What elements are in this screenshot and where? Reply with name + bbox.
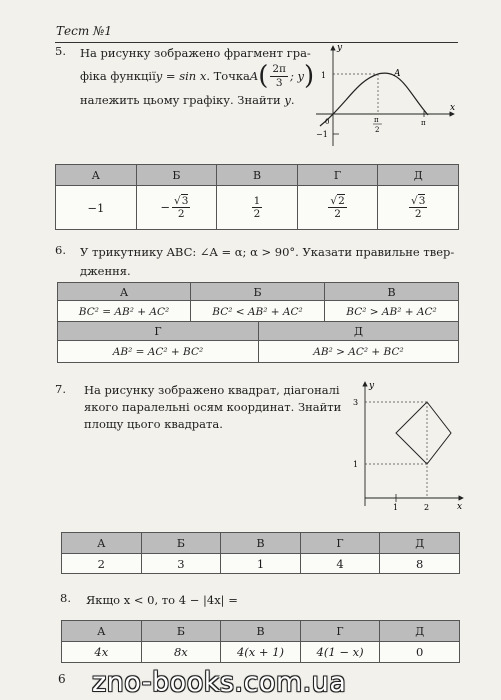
- q5-origin: 0: [325, 118, 330, 126]
- q5-b-den: 2: [177, 208, 185, 220]
- q6-text: [80, 243, 465, 281]
- q5-point-y: ; y: [289, 68, 304, 83]
- table-header-row: [62, 621, 460, 642]
- q5-e-rad: 3: [418, 194, 426, 207]
- q5-header-b: Б: [136, 165, 217, 186]
- q5-answer-e: [378, 186, 459, 230]
- q5-header-e: Д: [378, 165, 459, 186]
- q6-header-c: В: [324, 282, 459, 301]
- table-row: [62, 642, 460, 663]
- q5-x-tick-half-num: π: [374, 116, 379, 124]
- q5-line3: [80, 91, 320, 110]
- q6-answer-c: BC² > AB² + AC²: [324, 300, 459, 322]
- q5-line2-prefix: фіка функції: [80, 68, 156, 83]
- q6-number: 6.: [55, 243, 66, 257]
- q8-answer-e: 0: [380, 642, 460, 663]
- q7-square-graph: [345, 376, 470, 511]
- q5-b-rad: 3: [181, 194, 189, 207]
- table-row: [56, 186, 459, 230]
- q6-answer-table: [57, 282, 459, 364]
- q5-line1: На рисунку зображено фрагмент гра-: [80, 46, 311, 60]
- q5-line2-mid: . Точка: [206, 68, 250, 83]
- q6-header-b: Б: [190, 282, 325, 301]
- q5-b-fraction: [172, 196, 190, 220]
- q6-answer-b: BC² < AB² + AC²: [190, 300, 325, 322]
- page-number: 6: [58, 672, 66, 686]
- q8-answer-a: 4x: [62, 642, 142, 663]
- q8-header-e: Д: [380, 621, 460, 642]
- q7-line1: На рисунку зображено квадрат, діагоналі: [84, 383, 340, 397]
- q7-header-b: Б: [141, 533, 221, 554]
- q5-answer-table: [55, 164, 459, 230]
- q7-answer-a: 2: [62, 554, 142, 574]
- q5-frac-num: 2π: [272, 63, 286, 75]
- q7-x-tick-1: 1: [393, 503, 399, 511]
- q5-point-letter: A: [249, 68, 259, 83]
- q5-x-label: x: [450, 103, 456, 113]
- q5-answer-b: [136, 186, 217, 230]
- q6-line1: У трикутнику ABC: ∠A = α; α > 90°. Указати правильне твер-: [80, 245, 455, 259]
- q5-b-sign: −: [160, 199, 171, 214]
- q5-y-tick-neg: −1: [316, 130, 328, 139]
- q7-line3: площу цього квадрата.: [84, 417, 223, 431]
- q5-answer-d: [297, 186, 378, 230]
- q5-e-num: √3: [410, 194, 426, 207]
- q8-header-a: А: [62, 621, 142, 642]
- q5-d-den: 2: [334, 208, 341, 220]
- q5-d-num: √2: [330, 194, 345, 207]
- q5-e-fraction: [409, 196, 427, 220]
- q5-d-fraction: [328, 196, 346, 220]
- q5-e-den: 2: [414, 208, 422, 220]
- table-header-row: [62, 533, 460, 554]
- q5-point-fraction: [270, 64, 288, 88]
- left-paren: (: [258, 61, 269, 91]
- q5-line3-var: y: [284, 93, 291, 107]
- page-header-title: Тест №1: [56, 24, 113, 38]
- q5-answer-c: [217, 186, 298, 230]
- q5-b-num: √3: [174, 194, 189, 207]
- q7-header-d: Г: [300, 533, 380, 554]
- q5-y-tick-pos: 1: [321, 71, 327, 80]
- q7-x-label: x: [457, 502, 463, 511]
- q5-frac-den: 3: [275, 76, 283, 89]
- q7-line2: якого паралельні осям координат. Знайти: [84, 400, 342, 414]
- q8-text: Якщо x < 0, то 4 − |4x| =: [86, 593, 238, 607]
- table-header-row: [56, 165, 459, 186]
- q7-y-tick-1: 1: [353, 460, 359, 469]
- q7-x-tick-2: 2: [424, 503, 430, 511]
- q5-sine-graph: [310, 40, 460, 150]
- q7-text: [84, 382, 354, 433]
- q5-c-den: 2: [253, 208, 261, 220]
- q7-square: [396, 402, 451, 464]
- q8-header-b: Б: [141, 621, 221, 642]
- q5-line3-end: .: [290, 93, 295, 107]
- q7-answer-e: 8: [380, 554, 460, 574]
- q6-header-a: А: [57, 282, 191, 301]
- q6-answer-d: AB² = AC² + BC²: [57, 340, 259, 363]
- q5-answer-a: −1: [56, 186, 137, 230]
- q5-d-rad: 2: [338, 194, 345, 207]
- q8-answer-c: 4(x + 1): [221, 642, 301, 663]
- q8-header-d: Г: [300, 621, 380, 642]
- q5-line3-text: належить цьому графіку. Знайти: [80, 93, 285, 107]
- q8-answer-b: 8x: [141, 642, 221, 663]
- q5-text: [80, 44, 320, 110]
- table-row: [62, 554, 460, 574]
- right-paren: ): [303, 61, 315, 91]
- q5-header-a: А: [56, 165, 137, 186]
- q6-line2: дження.: [80, 264, 131, 278]
- q7-answer-c: 1: [221, 554, 301, 574]
- q7-header-e: Д: [380, 533, 460, 554]
- q7-y-tick-3: 3: [353, 398, 359, 407]
- q6-answer-a: BC² = AB² + AC²: [57, 300, 191, 322]
- q6-header-d: Г: [57, 321, 259, 341]
- q8-header-c: В: [221, 621, 301, 642]
- q6-answer-e: AB² > AC² + BC²: [258, 340, 459, 363]
- q5-line2: [80, 63, 320, 89]
- q5-point-a-label: A: [394, 69, 401, 79]
- q7-answer-d: 4: [300, 554, 380, 574]
- q5-header-d: Г: [297, 165, 378, 186]
- q7-header-a: А: [62, 533, 142, 554]
- q5-function: y = sin x: [155, 68, 207, 83]
- watermark: zno-books.com.ua: [92, 667, 347, 698]
- q7-answer-table: [61, 532, 460, 574]
- q7-header-c: В: [221, 533, 301, 554]
- q5-x-tick-pi: π: [421, 119, 426, 127]
- q6-header-e: Д: [258, 321, 459, 341]
- q5-c-num: 1: [253, 194, 261, 207]
- q8-answer-d: 4(1 − x): [300, 642, 380, 663]
- q5-x-tick-half-den: 2: [375, 126, 380, 134]
- q5-header-c: В: [217, 165, 298, 186]
- q8-answer-table: [61, 620, 460, 663]
- q5-c-fraction: [252, 196, 263, 220]
- q7-y-label: y: [369, 381, 375, 391]
- q7-answer-b: 3: [141, 554, 221, 574]
- q5-y-label: y: [337, 43, 343, 53]
- q8-number: 8.: [60, 591, 71, 605]
- q7-number: 7.: [55, 382, 66, 396]
- q5-number: 5.: [55, 44, 66, 58]
